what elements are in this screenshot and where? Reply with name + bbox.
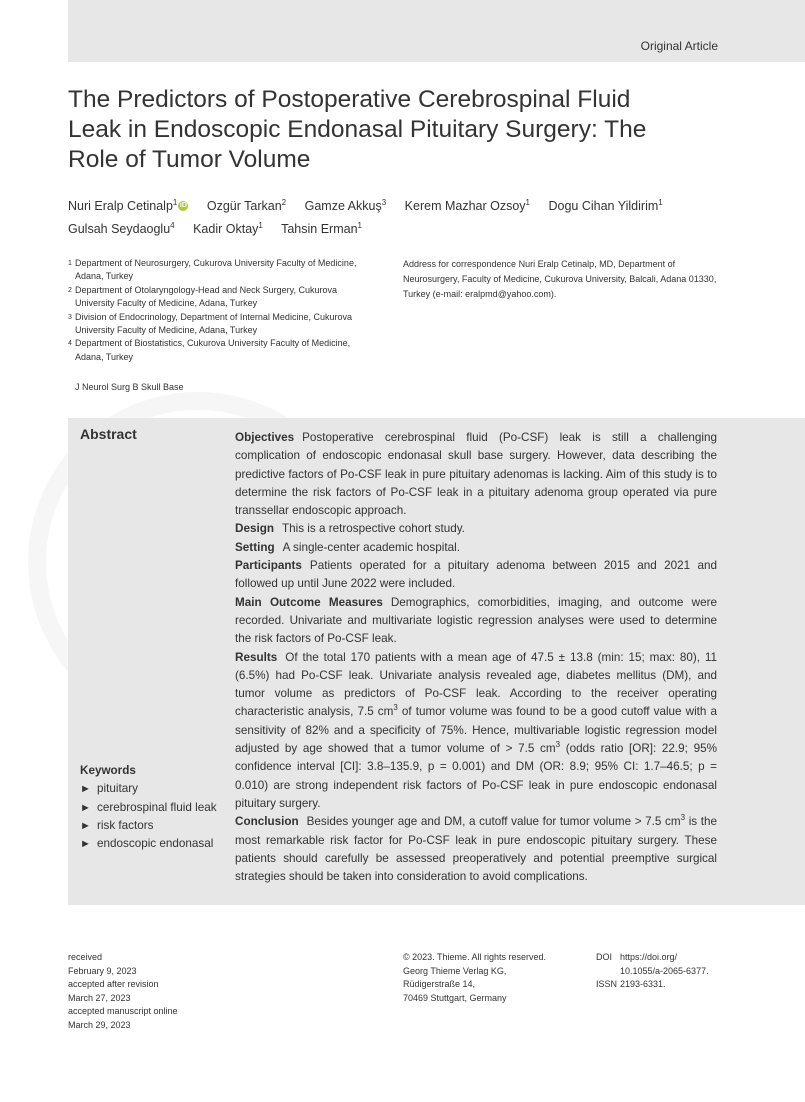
author[interactable]: Gulsah Seydaoglu$^4$ xyxy=(68,221,175,236)
publisher-name: Georg Thieme Verlag KG, xyxy=(403,965,507,976)
article-title: The Predictors of Postoperative Cerebrospinal Fluid Leak in Endoscopic Endonasal Pituitary Surgery: The Role of Tumor Volume xyxy=(68,86,647,173)
affiliation: 3 Division of Endocrinology, Department of Internal Medicine, Cukurova University Faculty of Medicine, Adana, Turkey xyxy=(68,311,352,336)
author[interactable]: Dogu Cihan Yildirim$^1$ xyxy=(548,198,663,213)
abstract-objectives: Objectives Postoperative cerebrospinal fluid (Po-CSF) leak is still a challenging complication of endoscopic endonasal skull base surgery. However, data describing the predictive factors of Po-CSF leak in pure pituitary adenomas is lacking. Aim of this study is to determine the risk factors of Po-CSF leak in a pituitary adenoma group operated via pure transsellar endoscopic approach. xyxy=(235,431,717,518)
abstract-body xyxy=(235,429,717,886)
keywords-heading: Keywords xyxy=(80,764,136,777)
keyword[interactable]: ► cerebrospinal fluid leak xyxy=(80,799,220,817)
online-label: accepted manuscript online xyxy=(68,1006,178,1017)
arrow-icon: ► xyxy=(80,783,91,796)
author[interactable]: Ozgür Tarkan$^2$ xyxy=(206,198,287,213)
arrow-icon: ► xyxy=(80,838,91,851)
arrow-icon: ► xyxy=(80,801,91,814)
keyword[interactable]: ► risk factors xyxy=(80,817,220,835)
abstract-setting: Setting A single-center academic hospital. xyxy=(235,540,460,554)
abstract-design: Design This is a retrospective cohort study. xyxy=(235,522,465,536)
doi-id[interactable]: 10.1055/a-2065-6377. xyxy=(620,965,709,976)
copyright: © 2023. Thieme. All rights reserved. xyxy=(403,952,547,962)
affiliations xyxy=(68,257,368,364)
affiliation: 1 Department of Neurosurgery, Cukurova University Faculty of Medicine, Adana, Turkey xyxy=(68,258,357,282)
author[interactable]: Nuri Eralp Cetinalp$^1$ iD xyxy=(68,198,187,213)
received-label: received xyxy=(68,952,103,962)
affiliation: 4 Department of Biostatistics, Cukurova University Faculty of Medicine, Adana, Turkey xyxy=(68,338,351,362)
abstract-heading: Abstract xyxy=(80,426,137,442)
issn-row: ISSN 2193-6331. xyxy=(596,979,666,990)
received-date: February 9, 2023 xyxy=(68,965,137,976)
abstract-results: Results Of the total 170 patients with a mean age of 47.5 ± 13.8 (min: 15; max: 80), 11 (6.5%) had Po-CSF leak. Univariate analysis revealed age, diabetes mellitus (DM), and tumor volume as predictors of Po-CSF leak. According to the receiver operating characteristic analysis, 7.5 $cm^3$ of tumor volume was found to be a good cutoff value with a sensitivity of 82% and a specificity of 75%. Hence, multivariable logistic regression model adjusted by age showed that a tumor volume of > 7.5 $cm^3$ (odds ratio [OR]: 22.9; 95% confidence interval [CI]: 3.8–135.9, p = 0.001) and DM (OR: 8.9; 95% CI: 1.7–46.5; p = 0.010) are strong independent risk factors of Po-CSF leak in pure endoscopic endonasal pituitary surgery. xyxy=(235,650,717,810)
orcid-icon[interactable]: iD xyxy=(179,202,187,209)
article-type: Original Article xyxy=(640,39,718,53)
arrow-icon: ► xyxy=(80,819,91,832)
keywords xyxy=(80,762,220,853)
publisher-info xyxy=(403,951,593,1005)
publisher-city: 70469 Stuttgart, Germany xyxy=(403,992,507,1003)
online-date: March 29, 2023 xyxy=(68,1019,131,1030)
keyword[interactable]: ► endoscopic endonasal xyxy=(80,835,220,853)
accepted-date: March 27, 2023 xyxy=(68,992,131,1003)
doi-link[interactable]: https://doi.org/ xyxy=(620,952,678,962)
journal-name: J Neurol Surg B Skull Base xyxy=(75,382,184,392)
doi-row: DOI https://doi.org/ xyxy=(596,951,796,965)
abstract-conclusion: Conclusion Besides younger age and DM, a cutoff value for tumor volume > 7.5 $cm^3$ is the most remarkable risk factor for Po-CSF leak in pure endoscopic pituitary surgery. These patients should carefully be assessed preoperatively and potential preemptive surgical strategies should be taken into consideration to avoid complications. xyxy=(235,813,718,884)
accepted-label: accepted after revision xyxy=(68,979,159,990)
author[interactable]: Kadir Oktay$^1$ xyxy=(193,221,263,236)
affiliation: 2 Department of Otolaryngology-Head and Neck Surgery, Cukurova University Faculty of Medicine, Adana, Turkey xyxy=(68,284,337,309)
identifiers xyxy=(596,951,796,992)
author[interactable]: Tahsin Erman$^1$ xyxy=(281,221,362,236)
article-history xyxy=(68,951,268,1033)
author-list xyxy=(68,193,748,239)
doi-id-row xyxy=(596,965,796,979)
correspondence-address: Address for correspondence Nuri Eralp Cetinalp, MD, Department of Neurosurgery, Faculty of Medicine, Cukurova University, Balcali, Adana 01330, Turkey (e-mail: eralpmd@yahoo.com). xyxy=(403,259,717,300)
keyword[interactable]: ► pituitary xyxy=(80,780,220,798)
publisher-street: Rüdigerstraße 14, xyxy=(403,979,476,990)
abstract-outcome-measures: Main Outcome Measures Demographics, comorbidities, imaging, and outcome were recorded. Univariate and multivariate logistic regression analyses were used to determine the risk factors of Po-CSF leak. xyxy=(235,595,717,646)
abstract-participants: Participants Patients operated for a pituitary adenoma between 2015 and 2021 and followed up until June 2022 were included. xyxy=(235,559,717,591)
author[interactable]: Gamze Akkuş$^3$ xyxy=(304,198,387,213)
author[interactable]: Kerem Mazhar Ozsoy$^1$ xyxy=(404,198,530,213)
